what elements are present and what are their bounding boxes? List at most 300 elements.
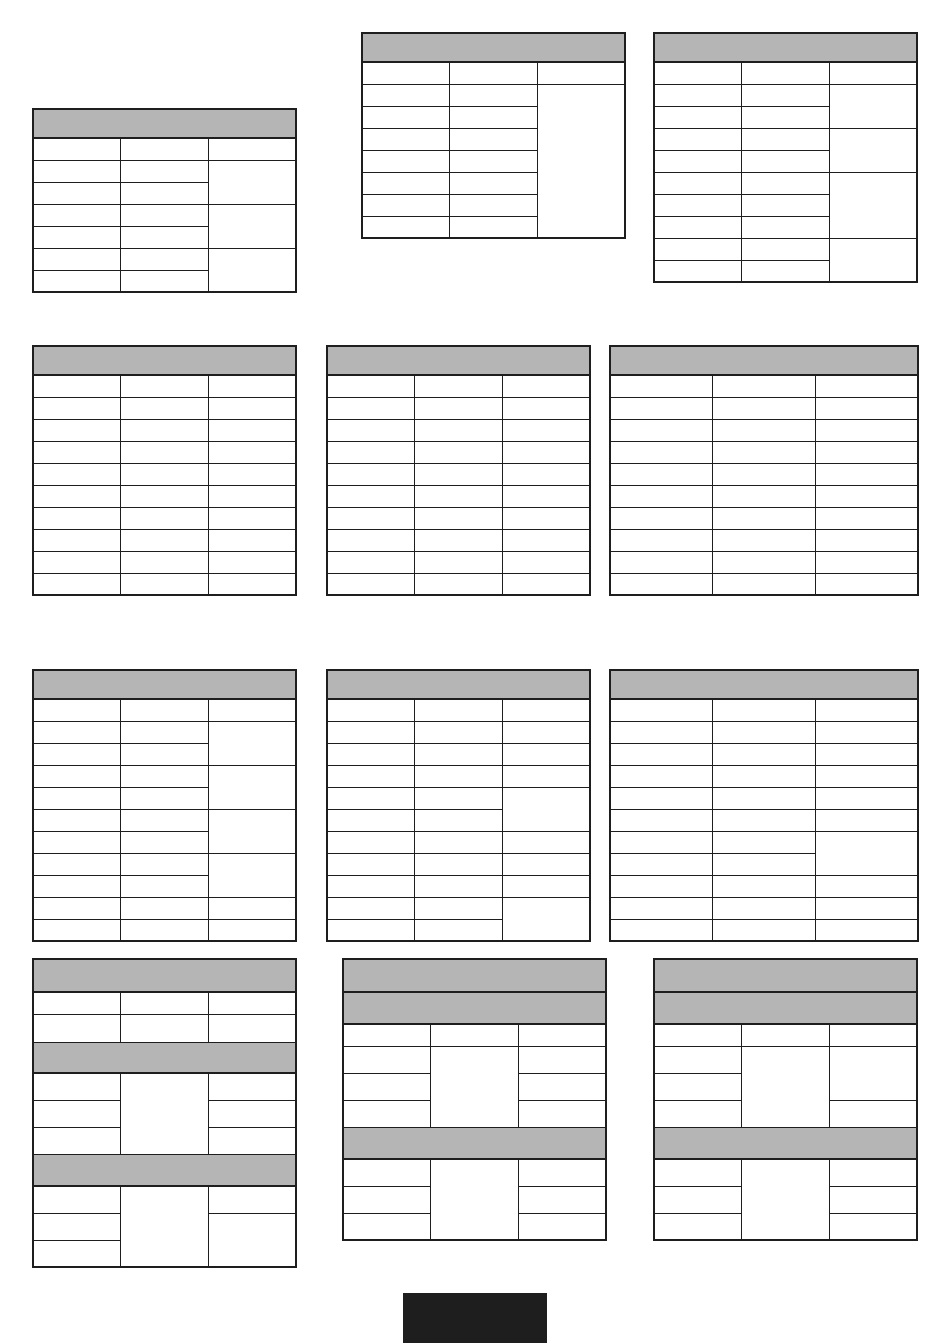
table-cell (121, 1186, 209, 1267)
table-cell (713, 919, 816, 941)
table-cell (654, 260, 742, 282)
table-cell (713, 809, 816, 831)
table-cell (713, 743, 816, 765)
table-cell (33, 551, 121, 573)
table-cell (431, 1024, 519, 1046)
table-cell (33, 441, 121, 463)
table-cell (518, 1073, 606, 1100)
table-cell (815, 441, 918, 463)
table-cell (742, 106, 830, 128)
table-cell (33, 248, 121, 270)
table-cell (208, 138, 296, 160)
table-cell (610, 787, 713, 809)
section-header (654, 1127, 917, 1159)
table-cell (343, 1100, 431, 1127)
table-cell (713, 765, 816, 787)
table-cell (415, 853, 503, 875)
table-cell (121, 397, 209, 419)
table-cell (815, 919, 918, 941)
table-cell (431, 1046, 519, 1127)
table-cell (208, 160, 296, 204)
table-cell (518, 1186, 606, 1213)
table-cell (415, 397, 503, 419)
table-cell (742, 260, 830, 282)
table-cell (33, 743, 121, 765)
table-cell (33, 1186, 121, 1213)
table-cell (121, 270, 209, 292)
table-cell (415, 743, 503, 765)
table-cell (327, 573, 415, 595)
table-cell (815, 507, 918, 529)
table-cell (33, 897, 121, 919)
table-cell (502, 721, 590, 743)
table-cell (327, 787, 415, 809)
table-cell (713, 485, 816, 507)
table-cell (327, 853, 415, 875)
table-cell (343, 1024, 431, 1046)
table-cell (327, 743, 415, 765)
table-cell (518, 1213, 606, 1240)
table-cell (208, 721, 296, 765)
table-header (33, 346, 296, 375)
table-cell (815, 573, 918, 595)
table-cell (121, 831, 209, 853)
table-cell (208, 397, 296, 419)
table-cell (33, 397, 121, 419)
table-cell (327, 919, 415, 941)
table-cell (815, 463, 918, 485)
table-cell (327, 375, 415, 397)
table-cell (742, 194, 830, 216)
table-cell (327, 485, 415, 507)
table-cell (610, 699, 713, 721)
table-header (33, 670, 296, 699)
table-cell (502, 853, 590, 875)
table-cell (415, 485, 503, 507)
table-cell (654, 1100, 742, 1127)
table-cell (343, 1073, 431, 1100)
table-cell (121, 441, 209, 463)
table-cell (33, 831, 121, 853)
table-cell (362, 194, 450, 216)
table-cell (654, 1186, 742, 1213)
table-cell (121, 809, 209, 831)
table-cell (33, 992, 121, 1014)
table-cell (121, 743, 209, 765)
table-cell (829, 1213, 917, 1240)
table-cell (415, 787, 503, 809)
table-cell (121, 853, 209, 875)
table-cell (33, 1073, 121, 1100)
table-cell (610, 419, 713, 441)
table-cell (654, 216, 742, 238)
table-cell (327, 699, 415, 721)
table-cell (815, 875, 918, 897)
table-cell (742, 1024, 830, 1046)
table-cell (33, 573, 121, 595)
table-12 (653, 958, 918, 1241)
table-cell (121, 463, 209, 485)
table-8 (326, 669, 591, 942)
table-cell (610, 507, 713, 529)
table-cell (610, 551, 713, 573)
table-cell (815, 743, 918, 765)
table-cell (742, 172, 830, 194)
table-cell (610, 573, 713, 595)
table-cell (415, 419, 503, 441)
table-cell (815, 419, 918, 441)
table-cell (121, 138, 209, 160)
table-cell (829, 172, 917, 238)
table-cell (415, 699, 503, 721)
table-cell (362, 172, 450, 194)
table-cell (713, 529, 816, 551)
table-cell (518, 1159, 606, 1186)
table-cell (502, 743, 590, 765)
table-cell (208, 1073, 296, 1100)
table-cell (208, 1213, 296, 1267)
table-cell (327, 831, 415, 853)
table-cell (208, 992, 296, 1014)
table-cell (829, 62, 917, 84)
table-cell (815, 485, 918, 507)
table-cell (654, 128, 742, 150)
table-cell (33, 1240, 121, 1267)
table-cell (121, 529, 209, 551)
table-cell (33, 875, 121, 897)
table-cell (713, 787, 816, 809)
table-cell (502, 551, 590, 573)
table-cell (121, 204, 209, 226)
table-cell (713, 375, 816, 397)
table-cell (208, 248, 296, 292)
table-cell (415, 919, 503, 941)
table-cell (815, 721, 918, 743)
table-cell (502, 831, 590, 853)
table-cell (121, 248, 209, 270)
table-cell (33, 485, 121, 507)
table-cell (33, 375, 121, 397)
table-cell (208, 1186, 296, 1213)
table-cell (654, 106, 742, 128)
table-cell (33, 529, 121, 551)
section-header (33, 1154, 296, 1186)
table-cell (713, 463, 816, 485)
table-cell (829, 84, 917, 128)
table-cell (208, 765, 296, 809)
table-cell (610, 397, 713, 419)
table-cell (327, 463, 415, 485)
table-cell (742, 128, 830, 150)
table-cell (415, 809, 503, 831)
table-cell (33, 787, 121, 809)
table-cell (121, 919, 209, 941)
table-cell (208, 1100, 296, 1127)
table-cell (121, 1073, 209, 1154)
table-cell (415, 529, 503, 551)
table-cell (33, 463, 121, 485)
table-cell (502, 573, 590, 595)
table-cell (327, 897, 415, 919)
table-cell (415, 765, 503, 787)
table-cell (208, 529, 296, 551)
table-cell (815, 551, 918, 573)
table-cell (33, 699, 121, 721)
table-cell (450, 150, 538, 172)
table-cell (415, 573, 503, 595)
table-cell (327, 529, 415, 551)
table-cell (713, 699, 816, 721)
table-cell (829, 1186, 917, 1213)
table-header (610, 670, 918, 699)
table-cell (502, 699, 590, 721)
table-cell (33, 1014, 121, 1042)
table-cell (327, 721, 415, 743)
table-cell (713, 441, 816, 463)
table-cell (502, 485, 590, 507)
table-cell (208, 507, 296, 529)
table-header (654, 33, 917, 62)
table-9 (609, 669, 919, 942)
table-7 (32, 669, 297, 942)
table-cell (742, 62, 830, 84)
table-cell (610, 765, 713, 787)
table-cell (518, 1046, 606, 1073)
table-cell (33, 138, 121, 160)
table-cell (121, 699, 209, 721)
table-cell (208, 1014, 296, 1042)
table-cell (829, 1100, 917, 1127)
table-cell (654, 238, 742, 260)
table-cell (415, 897, 503, 919)
table-cell (208, 809, 296, 853)
table-cell (654, 150, 742, 172)
table-cell (610, 375, 713, 397)
table-cell (343, 1046, 431, 1073)
table-cell (343, 1213, 431, 1240)
table-cell (327, 551, 415, 573)
table-cell (537, 62, 625, 84)
table-cell (450, 106, 538, 128)
table-cell (742, 1159, 830, 1240)
table-cell (121, 992, 209, 1014)
table-cell (713, 721, 816, 743)
table-cell (654, 62, 742, 84)
table-cell (713, 419, 816, 441)
table-cell (829, 128, 917, 172)
table-cell (713, 507, 816, 529)
table-cell (208, 573, 296, 595)
table-cell (610, 721, 713, 743)
table-cell (121, 551, 209, 573)
table-header (343, 959, 606, 992)
table-cell (33, 160, 121, 182)
table-cell (654, 84, 742, 106)
table-5 (326, 345, 591, 596)
table-cell (33, 507, 121, 529)
table-cell (502, 765, 590, 787)
table-cell (121, 375, 209, 397)
table-cell (518, 1024, 606, 1046)
table-cell (742, 216, 830, 238)
table-cell (121, 485, 209, 507)
table-cell (610, 529, 713, 551)
table-cell (815, 699, 918, 721)
table-cell (33, 182, 121, 204)
table-cell (815, 375, 918, 397)
table-cell (121, 765, 209, 787)
table-cell (502, 507, 590, 529)
table-cell (362, 62, 450, 84)
section-header (343, 992, 606, 1024)
table-cell (415, 831, 503, 853)
table-cell (121, 507, 209, 529)
table-cell (208, 853, 296, 897)
table-cell (815, 809, 918, 831)
table-cell (121, 160, 209, 182)
table-cell (742, 84, 830, 106)
table-10 (32, 958, 297, 1268)
table-11 (342, 958, 607, 1241)
table-cell (654, 1159, 742, 1186)
table-cell (450, 172, 538, 194)
table-cell (537, 84, 625, 238)
table-cell (610, 897, 713, 919)
table-cell (742, 1046, 830, 1127)
table-3 (653, 32, 918, 283)
table-cell (610, 853, 713, 875)
table-header (33, 959, 296, 992)
table-cell (610, 743, 713, 765)
table-cell (121, 419, 209, 441)
table-cell (502, 419, 590, 441)
table-cell (415, 875, 503, 897)
section-header (654, 992, 917, 1024)
table-cell (829, 1046, 917, 1100)
table-cell (502, 529, 590, 551)
table-2 (361, 32, 626, 239)
table-cell (610, 875, 713, 897)
section-header (33, 1042, 296, 1073)
table-cell (121, 721, 209, 743)
table-cell (713, 397, 816, 419)
table-4 (32, 345, 297, 596)
table-cell (33, 204, 121, 226)
table-cell (518, 1100, 606, 1127)
table-cell (33, 226, 121, 248)
table-6 (609, 345, 919, 596)
table-cell (362, 150, 450, 172)
table-cell (415, 551, 503, 573)
table-cell (208, 485, 296, 507)
table-cell (815, 897, 918, 919)
section-header (343, 1127, 606, 1159)
table-cell (33, 853, 121, 875)
table-cell (450, 62, 538, 84)
table-cell (208, 919, 296, 941)
table-cell (327, 765, 415, 787)
table-cell (610, 831, 713, 853)
table-cell (343, 1159, 431, 1186)
table-cell (415, 721, 503, 743)
table-cell (208, 463, 296, 485)
table-cell (502, 897, 590, 941)
table-cell (327, 507, 415, 529)
table-cell (450, 216, 538, 238)
table-cell (327, 441, 415, 463)
table-cell (742, 150, 830, 172)
table-header (327, 670, 590, 699)
table-cell (450, 84, 538, 106)
table-cell (713, 853, 816, 875)
table-cell (415, 463, 503, 485)
table-cell (327, 809, 415, 831)
table-cell (362, 216, 450, 238)
table-cell (502, 875, 590, 897)
table-cell (815, 831, 918, 875)
table-cell (431, 1159, 519, 1240)
table-cell (327, 875, 415, 897)
table-cell (713, 875, 816, 897)
table-cell (33, 270, 121, 292)
table-header (654, 959, 917, 992)
table-cell (654, 1073, 742, 1100)
table-cell (654, 172, 742, 194)
table-header (327, 346, 590, 375)
table-cell (121, 182, 209, 204)
table-cell (610, 919, 713, 941)
table-cell (208, 1127, 296, 1154)
table-cell (121, 787, 209, 809)
table-cell (415, 441, 503, 463)
table-cell (362, 84, 450, 106)
table-cell (33, 809, 121, 831)
table-cell (208, 375, 296, 397)
table-cell (33, 419, 121, 441)
table-cell (654, 1024, 742, 1046)
table-cell (829, 1159, 917, 1186)
page-tab (403, 1293, 547, 1343)
table-header (610, 346, 918, 375)
table-cell (121, 875, 209, 897)
table-cell (654, 1046, 742, 1073)
table-cell (829, 238, 917, 282)
table-cell (121, 1014, 209, 1042)
table-cell (33, 1127, 121, 1154)
table-cell (415, 507, 503, 529)
table-cell (121, 897, 209, 919)
table-cell (33, 919, 121, 941)
table-cell (208, 419, 296, 441)
table-cell (815, 787, 918, 809)
table-cell (327, 419, 415, 441)
table-cell (502, 397, 590, 419)
table-cell (121, 573, 209, 595)
table-cell (208, 204, 296, 248)
table-cell (815, 529, 918, 551)
table-cell (502, 787, 590, 831)
table-cell (610, 485, 713, 507)
table-cell (742, 238, 830, 260)
table-header (33, 109, 296, 138)
table-header (362, 33, 625, 62)
table-cell (713, 831, 816, 853)
table-cell (208, 897, 296, 919)
table-cell (33, 1213, 121, 1240)
table-cell (713, 573, 816, 595)
table-1 (32, 108, 297, 293)
table-cell (450, 194, 538, 216)
